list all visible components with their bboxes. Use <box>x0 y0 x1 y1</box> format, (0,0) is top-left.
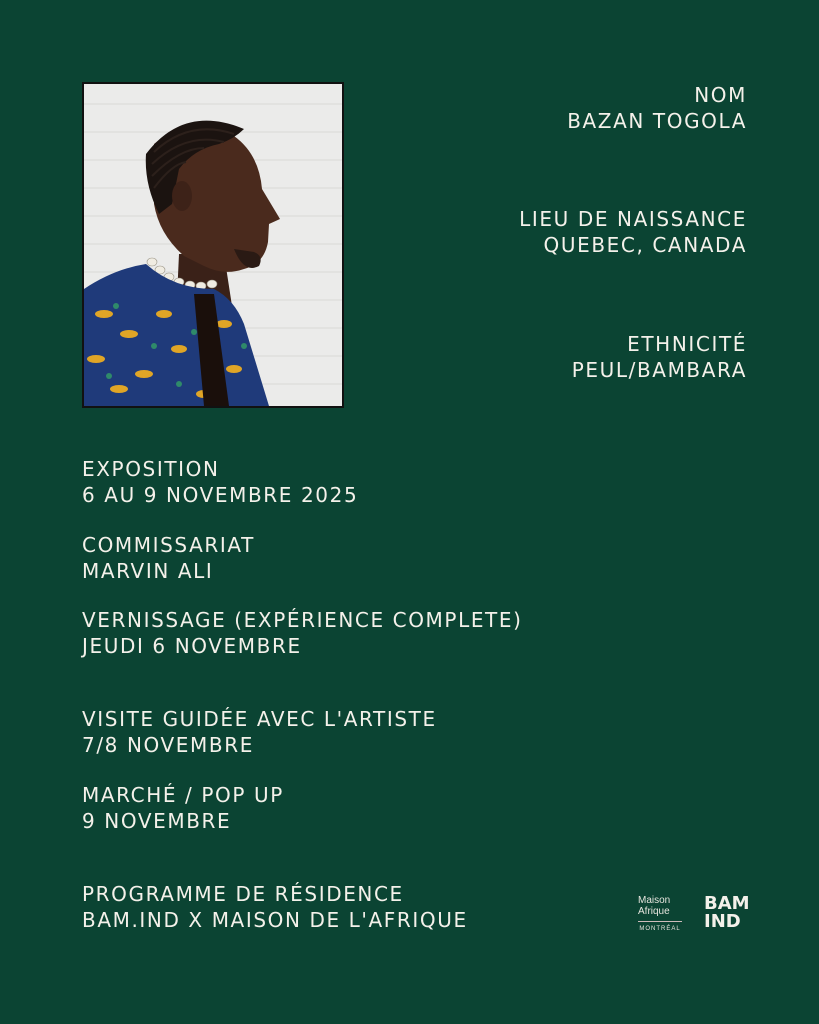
guided-tour-label: VISITE GUIDÉE AVEC L'ARTISTE <box>82 707 437 731</box>
exposition-label: EXPOSITION <box>82 457 220 481</box>
market-date: 9 NOVEMBRE <box>82 809 232 833</box>
guided-tour-section <box>82 706 437 758</box>
curator-name: MARVIN ALI <box>82 559 214 583</box>
ethnicity-section <box>572 331 747 383</box>
residency-line-1: PROGRAMME DE RÉSIDENCE <box>82 882 404 906</box>
birthplace-label: LIEU DE NAISSANCE <box>519 207 747 231</box>
ethnicity-value: PEUL/BAMBARA <box>571 358 747 382</box>
curator-section <box>82 532 255 584</box>
exposition-section <box>82 456 358 508</box>
ethnicity-label: ETHNICITÉ <box>627 332 747 356</box>
vernissage-label: VERNISSAGE (EXPÉRIENCE COMPLETE) <box>82 608 523 632</box>
bam-ind-logo: BAM IND <box>704 893 750 932</box>
name-label: NOM <box>694 83 747 107</box>
vernissage-section <box>82 607 523 659</box>
name-value: BAZAN TOGOLA <box>567 109 747 133</box>
residency-line-2: BAM.IND X MAISON DE L'AFRIQUE <box>82 908 468 932</box>
birthplace-value: QUEBEC, CANADA <box>543 233 747 257</box>
maison-afrique-logo: Maison Afrique MONTRÉAL <box>638 895 682 935</box>
curator-label: COMMISSARIAT <box>82 533 255 557</box>
vernissage-date: JEUDI 6 NOVEMBRE <box>82 634 302 658</box>
partner-logos <box>638 893 748 939</box>
residency-program <box>82 881 468 933</box>
exposition-dates: 6 AU 9 NOVEMBRE 2025 <box>82 483 359 507</box>
birthplace-section <box>519 206 747 258</box>
market-section <box>82 782 284 834</box>
market-label: MARCHÉ / POP UP <box>82 783 284 807</box>
artist-portrait <box>82 82 344 408</box>
guided-tour-dates: 7/8 NOVEMBRE <box>82 733 254 757</box>
portrait-illustration <box>84 84 342 406</box>
name-section <box>567 82 747 134</box>
